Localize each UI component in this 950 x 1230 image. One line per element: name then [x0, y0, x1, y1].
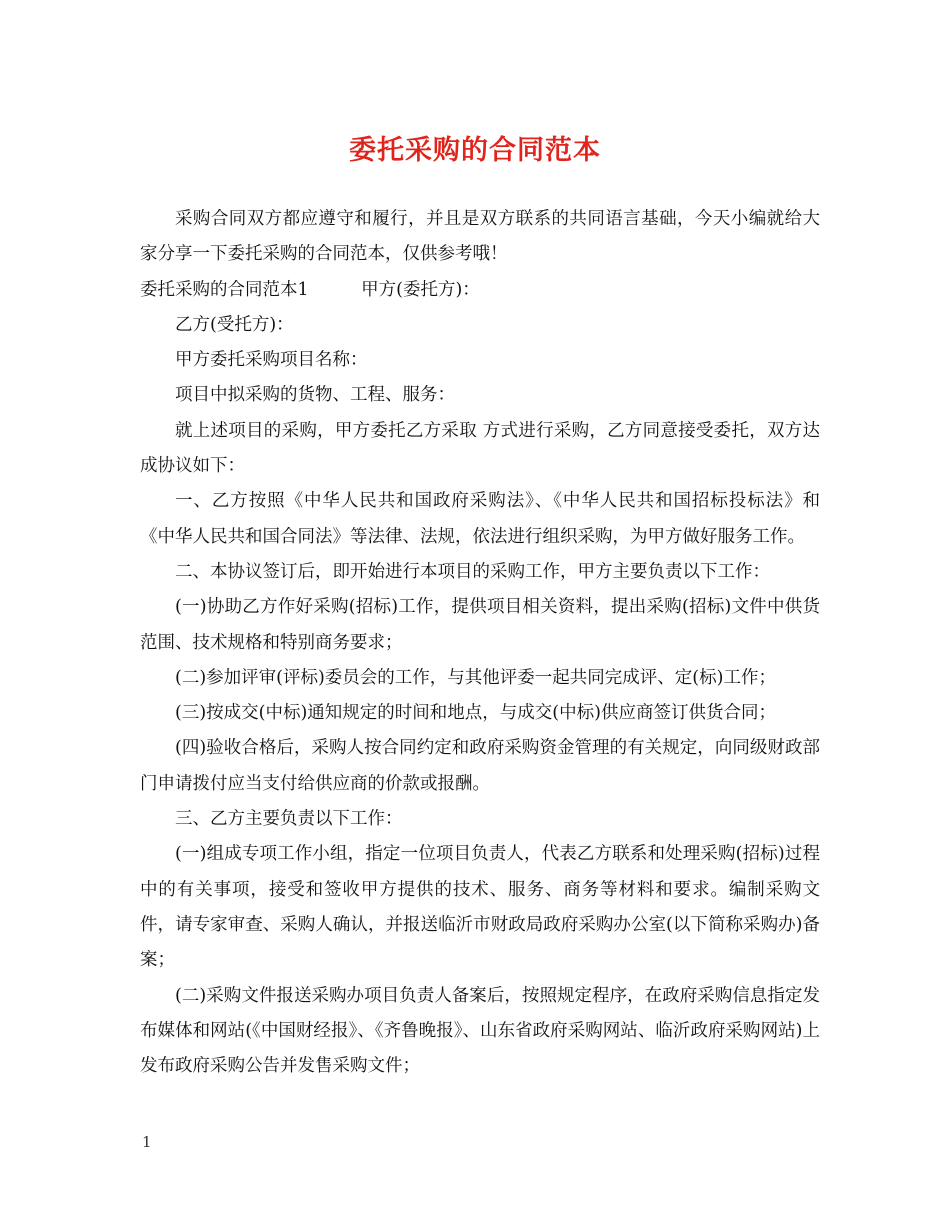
document-body: [140, 202, 820, 1084]
contract-heading: 委托采购的合同范本1: [140, 279, 309, 300]
paragraph-clause-2-1: (一)协助乙方作好采购(招标)工作，提供项目相关资料，提出采购(招标)文件中供货范围、技术规格和特别商务要求；: [140, 597, 820, 653]
paragraph-clause-2-2: (二)参加评审(评标)委员会的工作，与其他评委一起共同完成评、定(标)工作；: [175, 667, 776, 688]
paragraph-clause-2: 二、本协议签订后，即开始进行本项目的采购工作，甲方主要负责以下工作：: [175, 561, 770, 582]
paragraph-party-b: 乙方(受托方)：: [175, 314, 294, 335]
page-number: 1: [142, 1133, 152, 1151]
paragraph-clause-3-1: (一)组成专项工作小组，指定一位项目负责人，代表乙方联系和处理采购(招标)过程中的有关事项，接受和签收甲方提供的技术、服务、商务等材料和要求。编制采购文件，请专家审查、采购人确认，并报送临沂市财政局政府采购办公室(以下简称采购办)备案；: [140, 844, 820, 971]
document-title: 委托采购的合同范本: [349, 135, 601, 166]
paragraph-items: 项目中拟采购的货物、工程、服务：: [175, 385, 455, 406]
party-a-label: 甲方(委托方)：: [361, 279, 480, 300]
paragraph-intro: 采购合同双方都应遵守和履行，并且是双方联系的共同语言基础，今天小编就给大家分享一下委托采购的合同范本，仅供参考哦！: [140, 209, 820, 265]
paragraph-clause-2-3: (三)按成交(中标)通知规定的时间和地点，与成交(中标)供应商签订供货合同；: [175, 703, 776, 724]
paragraph-clause-3: 三、乙方主要负责以下工作：: [175, 809, 403, 830]
paragraph-clause-2-4: (四)验收合格后，采购人按合同约定和政府采购资金管理的有关规定，向同级财政部门申请拨付应当支付给供应商的价款或报酬。: [140, 738, 820, 794]
paragraph-heading: [140, 273, 820, 308]
paragraph-clause-3-2: (二)采购文件报送采购办项目负责人备案后，按照规定程序，在政府采购信息指定发布媒体和网站(《中国财经报》、《齐鲁晚报》、山东省政府采购网站、临沂政府采购网站)上发布政府采购公告并发售采购文件；: [140, 985, 820, 1077]
paragraph-clause-1: 一、乙方按照《中华人民共和国政府采购法》、《中华人民共和国招标投标法》和《中华人民共和国合同法》等法律、法规，依法进行组织采购，为甲方做好服务工作。: [140, 491, 820, 547]
paragraph-agreement: 就上述项目的采购，甲方委托乙方采取 方式进行采购，乙方同意接受委托，双方达成协议如下：: [140, 420, 820, 477]
paragraph-project-name: 甲方委托采购项目名称：: [175, 350, 368, 371]
